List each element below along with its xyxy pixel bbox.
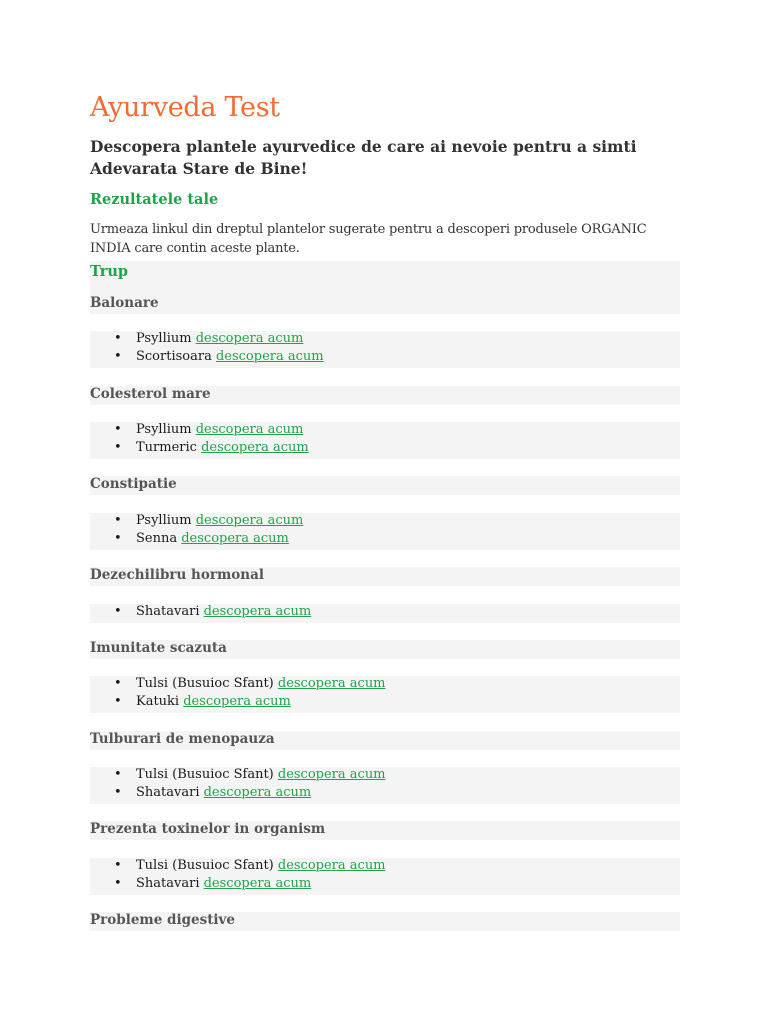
discover-link[interactable]: descopera acum: [183, 694, 291, 709]
page-title: Ayurveda Test: [90, 92, 280, 123]
plant-name: [136, 785, 311, 800]
plant-name-text: Shatavari: [136, 876, 204, 891]
plant-name: [136, 876, 311, 891]
category-label: Trup: [90, 263, 129, 280]
discover-link[interactable]: descopera acum: [277, 676, 386, 691]
plant-name-text: Tulsi (Busuioc Sfant): [136, 858, 278, 873]
plant-name-text: Scortisoara: [136, 349, 216, 364]
discover-link[interactable]: descopera acum: [181, 531, 289, 546]
symptom-label: Colesterol mare: [90, 386, 211, 402]
plant-name: [136, 422, 303, 437]
page-subtitle: Descopera plantele ayurvedice de care ai nevoie pentru a simti Adevarata Stare de Bine!: [90, 137, 637, 178]
plant-list: [90, 604, 680, 623]
plant-name-text: Turmeric: [136, 440, 202, 455]
symptom-label: Constipatie: [90, 476, 177, 492]
symptom-label: Imunitate scazuta: [90, 640, 227, 656]
discover-link[interactable]: descopera acum: [203, 604, 312, 619]
discover-link[interactable]: descopera acum: [195, 513, 304, 528]
plant-name: [136, 858, 386, 873]
plant-name: [136, 440, 309, 455]
intro-text: Urmeaza linkul din dreptul plantelor sugerate pentru a descoperi produsele ORGANIC INDIA care contin aceste plante.: [90, 222, 647, 256]
plant-name: [136, 349, 324, 364]
discover-link[interactable]: descopera acum: [195, 422, 304, 437]
bullet: •: [114, 513, 122, 528]
plant-name-text: Shatavari: [136, 785, 204, 800]
discover-link[interactable]: descopera acum: [203, 785, 312, 800]
bullet: •: [114, 676, 122, 691]
discover-link[interactable]: descopera acum: [201, 440, 309, 455]
symptom-label-row: [90, 912, 680, 931]
symptom-label-row: [90, 821, 680, 840]
plant-name-text: Tulsi (Busuioc Sfant): [136, 767, 278, 782]
symptom-label-row: [90, 476, 680, 495]
results-heading: Rezultatele tale: [90, 191, 219, 208]
bullet: •: [114, 422, 122, 437]
discover-link[interactable]: descopera acum: [195, 331, 304, 346]
discover-link[interactable]: descopera acum: [215, 349, 324, 364]
symptom-label-row: [90, 640, 680, 659]
plant-name: [136, 531, 289, 546]
discover-link[interactable]: descopera acum: [277, 767, 386, 782]
bullet: •: [114, 331, 122, 346]
bullet: •: [114, 604, 122, 619]
plant-name: [136, 331, 303, 346]
symptom-label-row: [90, 567, 680, 586]
plant-name: [136, 767, 386, 782]
plant-name: [136, 676, 386, 691]
plant-name: [136, 694, 291, 709]
plant-name-text: Tulsi (Busuioc Sfant): [136, 676, 278, 691]
plant-name: [136, 513, 303, 528]
plant-name-text: Psyllium: [136, 331, 196, 346]
symptom-label-row: [90, 295, 680, 314]
bullet: •: [114, 876, 122, 891]
plant-list: [90, 767, 680, 804]
symptom-label-row: [90, 731, 680, 750]
plant-list: [90, 513, 680, 550]
bullet: •: [114, 767, 122, 782]
bullet: •: [114, 531, 122, 546]
plant-list: [90, 676, 680, 713]
bullet: •: [114, 440, 122, 455]
plant-list: [90, 858, 680, 895]
bullet: •: [114, 349, 122, 364]
plant-name-text: Psyllium: [136, 513, 196, 528]
symptom-label: Balonare: [90, 295, 159, 311]
symptom-label-row: [90, 386, 680, 405]
symptom-label: Tulburari de menopauza: [90, 731, 275, 747]
plant-name-text: Katuki: [136, 694, 184, 709]
symptom-label: Probleme digestive: [90, 912, 235, 928]
plant-name: [136, 604, 311, 619]
discover-link[interactable]: descopera acum: [277, 858, 386, 873]
bullet: •: [114, 785, 122, 800]
bullet: •: [114, 694, 122, 709]
symptom-label: Prezenta toxinelor in organism: [90, 821, 326, 837]
plant-name-text: Senna: [136, 531, 182, 546]
plant-list: [90, 422, 680, 459]
plant-name-text: Psyllium: [136, 422, 196, 437]
discover-link[interactable]: descopera acum: [203, 876, 312, 891]
symptom-label: Dezechilibru hormonal: [90, 567, 264, 583]
plant-list: [90, 331, 680, 368]
plant-name-text: Shatavari: [136, 604, 204, 619]
bullet: •: [114, 858, 122, 873]
